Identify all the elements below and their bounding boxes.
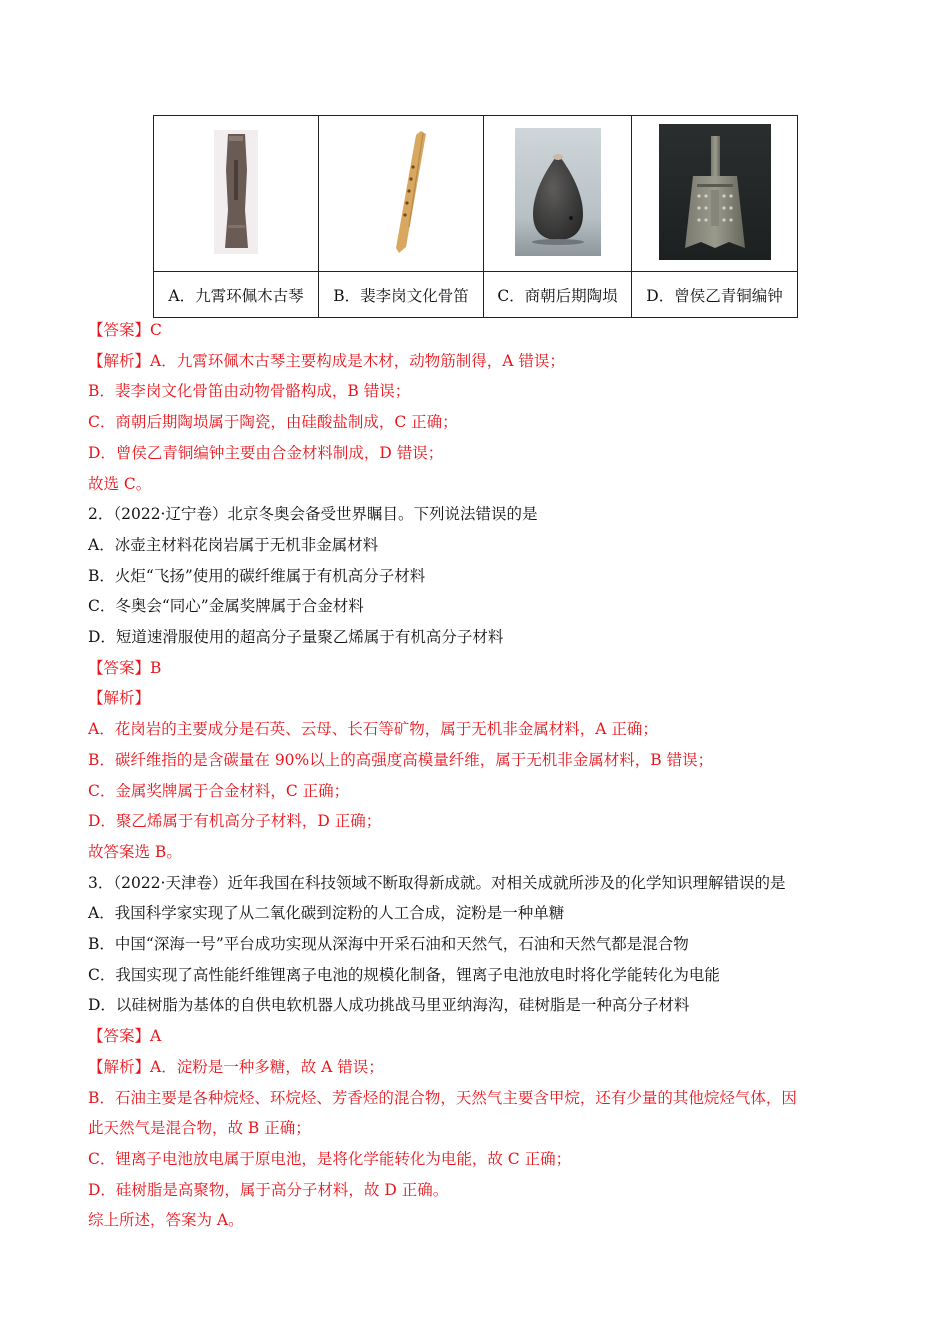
q2-stem: 2．（2022·辽宁卷）北京冬奥会备受世界瞩目。下列说法错误的是 [88, 505, 538, 524]
caption-d: D．曾侯乙青铜编钟 [632, 272, 798, 318]
q2-option-b: B．火炬“飞扬”使用的碳纤维属于有机高分子材料 [88, 566, 426, 585]
q3-analysis-d: D．硅树脂是高聚物，属于高分子材料，故 D 正确。 [88, 1180, 449, 1199]
pottery-xun-image [515, 128, 601, 256]
q3-analysis-a: 【解析】A．淀粉是一种多糖，故 A 错误； [88, 1057, 384, 1076]
q3-option-d: D．以硅树脂为基体的自供电软机器人成功挑战马里亚纳海沟，硅树脂是一种高分子材料 [88, 996, 690, 1015]
q2-option-a: A．冰壶主材料花岗岩属于无机非金属材料 [88, 535, 379, 554]
q3-stem: 3．（2022·天津卷）近年我国在科技领域不断取得新成就。对相关成就所涉及的化学知识理解错误的是 [88, 873, 786, 892]
q2-analysis-b: B．碳纤维指的是含碳量在 90%以上的高强度高模量纤维，属于无机非金属材料，B 错误； [88, 750, 714, 769]
guqin-image [214, 130, 258, 254]
q3-analysis-b-2: 此天然气是混合物，故 B 正确； [88, 1119, 311, 1138]
pottery-xun-cell [484, 116, 632, 272]
q2-conclusion: 故答案选 B。 [88, 842, 182, 861]
q3-answer: 【答案】A [88, 1027, 162, 1046]
artifact-table [153, 115, 798, 318]
caption-c: C．商朝后期陶埙 [484, 272, 632, 318]
q2-answer: 【答案】B [88, 658, 162, 677]
q3-analysis-c: C．锂离子电池放电属于原电池，是将化学能转化为电能，故 C 正确； [88, 1149, 572, 1168]
q3-option-b: B．中国“深海一号”平台成功实现从深海中开采石油和天然气，石油和天然气都是混合物 [88, 935, 689, 954]
bronze-bell-image [659, 124, 771, 260]
bone-flute-image [369, 127, 433, 257]
q2-analysis-label: 【解析】 [88, 689, 151, 708]
q1-answer: 【答案】C [88, 321, 162, 339]
q3-conclusion: 综上所述，答案为 A。 [88, 1211, 244, 1230]
bone-flute-cell [319, 116, 484, 272]
q2-analysis-c: C．金属奖牌属于合金材料，C 正确； [88, 781, 350, 800]
bronze-bell-cell [632, 116, 798, 272]
document-text [88, 315, 868, 1236]
q2-option-c: C．冬奥会“同心”金属奖牌属于合金材料 [88, 597, 364, 616]
caption-a: A．九霄环佩木古琴 [154, 272, 319, 318]
q3-option-c: C．我国实现了高性能纤维锂离子电池的规模化制备，锂离子电池放电时将化学能转化为电能 [88, 965, 720, 984]
q3-analysis-b-1: B．石油主要是各种烷烃、环烷烃、芳香烃的混合物，天然气主要含甲烷，还有少量的其他烷烃气体，因 [88, 1088, 797, 1107]
q3-option-a: A．我国科学家实现了从二氧化碳到淀粉的人工合成，淀粉是一种单糖 [88, 904, 565, 923]
q2-analysis-d: D．聚乙烯属于有机高分子材料，D 正确； [88, 812, 382, 831]
guqin-cell [154, 116, 319, 272]
q2-analysis-a: A．花岗岩的主要成分是石英、云母、长石等矿物，属于无机非金属材料，A 正确； [88, 720, 658, 739]
q1-analysis-b: B．裴李岗文化骨笛由动物骨骼构成，B 错误； [88, 382, 411, 401]
q2-option-d: D．短道速滑服使用的超高分子量聚乙烯属于有机高分子材料 [88, 628, 504, 647]
caption-b: B．裴李岗文化骨笛 [319, 272, 484, 318]
q1-analysis-c: C．商朝后期陶埙属于陶瓷，由硅酸盐制成，C 正确； [88, 413, 458, 432]
q1-analysis-a: 【解析】A．九霄环佩木古琴主要构成是木材，动物筋制得，A 错误； [88, 351, 565, 370]
q1-conclusion: 故选 C。 [88, 474, 152, 493]
q1-analysis-d: D．曾侯乙青铜编钟主要由合金材料制成，D 错误； [88, 443, 444, 462]
